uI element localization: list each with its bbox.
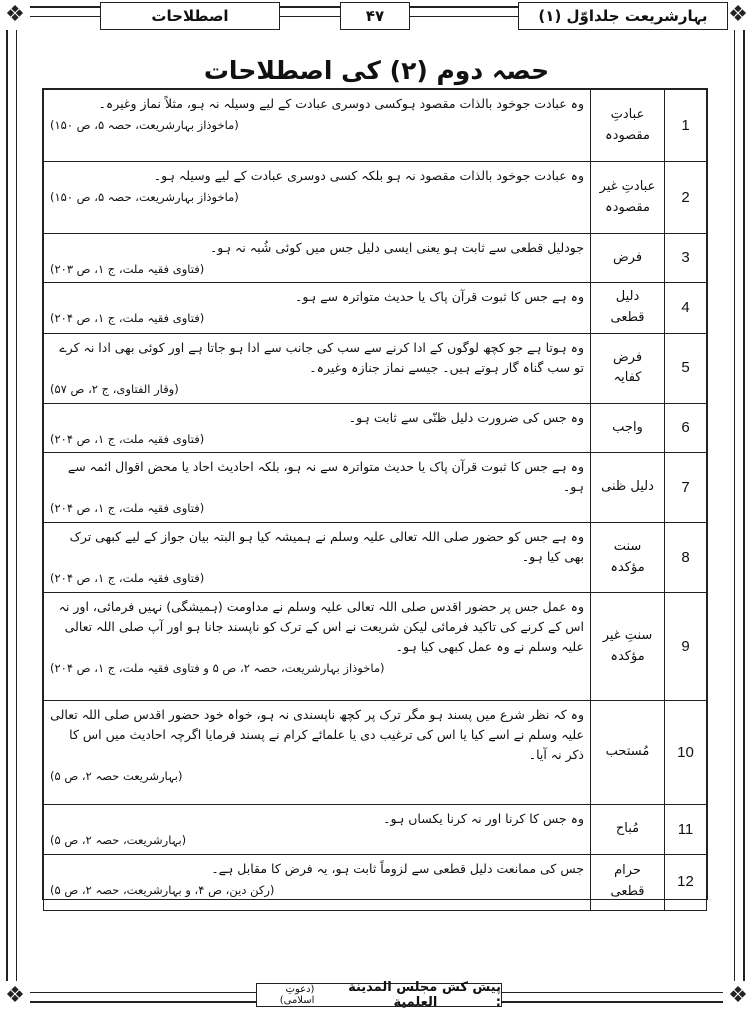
row-definition-cell bbox=[44, 90, 591, 162]
row-term: دلیل قطعی bbox=[591, 283, 665, 334]
row-definition: جودلیل قطعی سے ثابت ہو یعنی ایسی دلیل جس میں کوئی شُبہ نہ ہو۔ bbox=[209, 240, 584, 255]
row-definition: وہ جس کا کرنا اور نہ کرنا یکساں ہو۔ bbox=[383, 811, 584, 827]
table-row bbox=[44, 805, 707, 854]
row-definition: وہ عمل جس پر حضور اقدس صلی اللہ تعالی علیہ وسلم نے مداومت (ہمیشگی) نہیں فرمائی، اور نہ اس کے کرنے کی تاکید فرمائی لیکن شریعت نے اس کے ترک کو ناپسند جانا ہو اور آپ صلی اللہ تعالی علیہ وسلم نے وہ عمل کبھی کیا ہو۔ bbox=[58, 599, 584, 655]
row-definition: وہ عبادت جوخود بالذات مقصود ہوکسی دوسری عبادت کے لیے وسیلہ نہ ہو، مثلاً نماز وغیرہ۔ bbox=[98, 96, 584, 111]
table-row bbox=[44, 453, 707, 523]
footer-sub: (دعوتِ اسلامی) bbox=[279, 984, 315, 1006]
row-definition-cell bbox=[44, 162, 591, 234]
row-number: 2 bbox=[665, 162, 707, 234]
row-definition: وہ جس کی ضرورت دلیل ظنّی سے ثابت ہو۔ bbox=[348, 409, 584, 425]
row-term: عبادتِ مقصودہ bbox=[591, 90, 665, 162]
row-reference: (فتاوی فقیہ ملت، ج ۱، ص ۲۰۴) bbox=[50, 431, 205, 446]
row-reference: (فتاوی فقیہ ملت، ج ۱، ص ۲۰۳) bbox=[50, 262, 205, 276]
row-term: سنت مؤکدہ bbox=[591, 523, 665, 593]
row-definition: وہ کہ نظر شرع میں پسند ہو مگر ترک پر کچھ ناپسندی نہ ہو، خواہ خود حضور اقدس صلی اللہ تعالی علیہ وسلم نے اسے کیا یا اس کی ترغیب دی یا علمائے کرام نے پسند فرمایا اگرچہ احادیث میں اس کا ذکر نہ آیا۔ bbox=[50, 707, 584, 763]
row-number: 9 bbox=[665, 593, 707, 701]
row-number: 6 bbox=[665, 403, 707, 452]
row-definition-cell bbox=[44, 701, 591, 805]
row-definition-cell bbox=[44, 333, 591, 403]
footer-org: مجلس المدینة العلمیة bbox=[348, 980, 438, 1010]
row-reference: (فتاوی فقیہ ملت، ج ۱، ص ۲۰۴) bbox=[50, 571, 205, 586]
table-row bbox=[44, 90, 707, 162]
row-definition: وہ ہوتا ہے جو کچھ لوگوں کے ادا کرنے سے سب کی جانب سے ادا ہو جاتا ہے اور کوئی بھی ادا نہ کرے تو سب گناہ گار ہوتے ہیں۔ جیسے نماز جنازہ وغیرہ۔ bbox=[59, 339, 584, 375]
row-number: 1 bbox=[665, 90, 707, 162]
terms-table-container bbox=[42, 88, 708, 900]
row-number: 3 bbox=[665, 234, 707, 283]
row-reference: (وقار الفتاوی، ج ۲، ص ۵۷) bbox=[50, 381, 179, 396]
row-definition: وہ ہے جس کا ثبوت قرآن پاک یا حدیث متواترہ سے نہ ہو، بلکہ احادیث احاد یا محض اقوال ائمہ سے ہو۔ bbox=[67, 459, 584, 495]
row-definition-cell bbox=[44, 854, 591, 910]
corner-ornament-icon: ❖ bbox=[0, 981, 30, 1011]
page-title: حصہ دوم (۲) کی اصطلاحات bbox=[203, 56, 550, 85]
row-definition: وہ عبادت جوخود بالذات مقصود نہ ہو بلکہ کسی دوسری عبادت کے لیے وسیلہ ہو۔ bbox=[153, 168, 584, 183]
row-reference: (بہارشریعت، حصہ ۲، ص ۵) bbox=[50, 833, 187, 848]
row-term: فرض bbox=[591, 234, 665, 283]
footer-prefix: پیش کش : bbox=[441, 980, 501, 1010]
row-term: فرض کفایہ bbox=[591, 333, 665, 403]
row-reference: (ماخوذاز بہارشریعت، حصہ ۲، ص ۵ و فتاوی فقیہ ملت، ج ۱، ص ۲۰۴) bbox=[50, 661, 385, 676]
row-reference: (فتاوی فقیہ ملت، ج ۱، ص ۲۰۴) bbox=[50, 501, 205, 516]
table-row bbox=[44, 162, 707, 234]
row-reference: (بہارشریعت حصہ ۲، ص ۵) bbox=[50, 769, 183, 784]
table-row bbox=[44, 283, 707, 334]
table-row bbox=[44, 333, 707, 403]
row-number: 12 bbox=[665, 854, 707, 910]
row-term: واجب bbox=[591, 403, 665, 452]
row-definition-cell bbox=[44, 805, 591, 854]
row-definition: وہ ہے جس کا ثبوت قرآن پاک یا حدیث متواترہ سے ہو۔ bbox=[295, 289, 584, 305]
row-definition: وہ ہے جس کو حضور صلی اللہ تعالی علیہ وسلم نے ہمیشہ کیا ہو البتہ بیان جواز کے لیے کبھی ترک بھی کیا ہو۔ bbox=[69, 529, 584, 565]
row-term: مُستحب bbox=[591, 701, 665, 805]
row-number: 8 bbox=[665, 523, 707, 593]
row-definition-cell bbox=[44, 283, 591, 334]
row-reference: (ماخوذاز بہارشریعت، حصہ ۵، ص ۱۵۰) bbox=[50, 190, 239, 204]
row-definition-cell bbox=[44, 593, 591, 701]
row-term: دلیل ظنی bbox=[591, 453, 665, 523]
row-term: حرام قطعی bbox=[591, 854, 665, 910]
header-section-label: اصطلاحات bbox=[100, 2, 280, 30]
row-number: 4 bbox=[665, 283, 707, 334]
row-reference: (فتاوی فقیہ ملت، ج ۱، ص ۲۰۴) bbox=[50, 311, 205, 326]
row-number: 7 bbox=[665, 453, 707, 523]
corner-ornament-icon: ❖ bbox=[723, 0, 753, 30]
row-term: مُباح bbox=[591, 805, 665, 854]
row-number: 10 bbox=[665, 701, 707, 805]
table-row bbox=[44, 593, 707, 701]
table-row bbox=[44, 854, 707, 910]
row-definition-cell bbox=[44, 234, 591, 283]
table-row bbox=[44, 701, 707, 805]
corner-ornament-icon: ❖ bbox=[0, 0, 30, 30]
table-row bbox=[44, 234, 707, 283]
row-number: 5 bbox=[665, 333, 707, 403]
row-number: 11 bbox=[665, 805, 707, 854]
row-term: سنتِ غیر مؤکدہ bbox=[591, 593, 665, 701]
row-definition: جس کی ممانعت دلیل قطعی سے لزوماً ثابت ہو، یہ فرض کا مقابل ہے۔ bbox=[211, 860, 584, 876]
table-row bbox=[44, 403, 707, 452]
row-reference: (ماخوذاز بہارشریعت، حصہ ۵، ص ۱۵۰) bbox=[50, 118, 239, 132]
footer-credit bbox=[256, 980, 502, 1010]
row-definition-cell bbox=[44, 453, 591, 523]
row-reference: (رکن دین، ص ۴، و بہارشریعت، حصہ ۲، ص ۵) bbox=[50, 882, 275, 897]
header-book-title: بہارشریعت جلداوّل (۱) bbox=[518, 2, 728, 30]
corner-ornament-icon: ❖ bbox=[723, 981, 753, 1011]
row-definition-cell bbox=[44, 403, 591, 452]
header-page-number: ۴۷ bbox=[340, 2, 410, 30]
terms-table bbox=[43, 89, 707, 911]
row-definition-cell bbox=[44, 523, 591, 593]
table-row bbox=[44, 523, 707, 593]
row-term: عبادتِ غیر مقصودہ bbox=[591, 162, 665, 234]
